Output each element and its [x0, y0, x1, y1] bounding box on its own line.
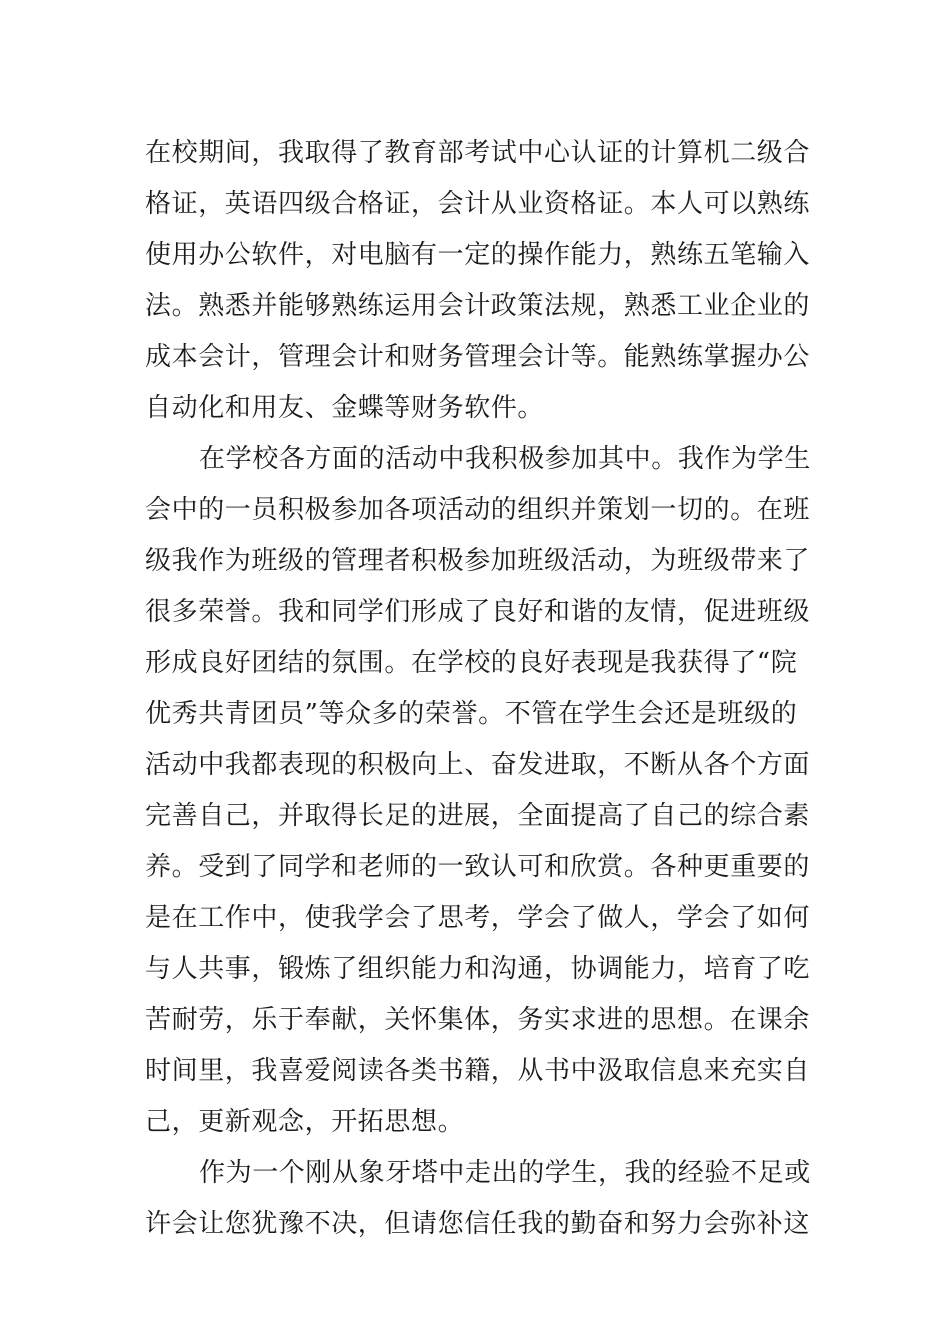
- paragraph-activities: [145, 434, 810, 1148]
- text-line: 许会让您犹豫不决，但请您信任我的勤奋和努力会弥补这: [145, 1209, 811, 1239]
- text-line: 苦耐劳，乐于奉献，关怀集体，务实求进的思想。在课余: [145, 1005, 811, 1035]
- paragraph-closing: [145, 1148, 810, 1250]
- text-line: 作为一个刚从象牙塔中走出的学生，我的经验不足或: [199, 1158, 811, 1188]
- text-line: 活动中我都表现的积极向上、奋发进取，不断从各个方面: [145, 750, 811, 780]
- text-line: 很多荣誉。我和同学们形成了良好和谐的友情，促进班级: [145, 597, 811, 627]
- text-line: 在校期间，我取得了教育部考试中心认证的计算机二级合: [145, 138, 811, 168]
- text-line: 会中的一员积极参加各项活动的组织并策划一切的。在班: [145, 495, 811, 525]
- text-line: 己，更新观念，开拓思想。: [145, 1107, 465, 1137]
- text-line: 在学校各方面的活动中我积极参加其中。我作为学生: [199, 444, 811, 474]
- text-line: 优秀共青团员”等众多的荣誉。不管在学生会还是班级的: [145, 699, 798, 729]
- text-line: 完善自己，并取得长足的进展，全面提高了自己的综合素: [145, 801, 811, 831]
- text-line: 与人共事，锻炼了组织能力和沟通，协调能力，培育了吃: [145, 954, 811, 984]
- text-line: 时间里，我喜爱阅读各类书籍，从书中汲取信息来充实自: [145, 1056, 811, 1086]
- text-line: 形成良好团结的氛围。在学校的良好表现是我获得了“院: [145, 648, 798, 678]
- paragraph-skills: [145, 128, 810, 434]
- text-line: 成本会计，管理会计和财务管理会计等。能熟练掌握办公: [145, 342, 811, 372]
- text-line: 使用办公软件，对电脑有一定的操作能力，熟练五笔输入: [145, 240, 811, 270]
- text-line: 自动化和用友、金蝶等财务软件。: [145, 393, 545, 423]
- text-line: 是在工作中，使我学会了思考，学会了做人，学会了如何: [145, 903, 811, 933]
- text-line: 级我作为班级的管理者积极参加班级活动，为班级带来了: [145, 546, 811, 576]
- document-body: [145, 128, 810, 1250]
- text-line: 养。受到了同学和老师的一致认可和欣赏。各种更重要的: [145, 852, 811, 882]
- text-line: 法。熟悉并能够熟练运用会计政策法规，熟悉工业企业的: [145, 291, 811, 321]
- text-line: 格证，英语四级合格证，会计从业资格证。本人可以熟练: [145, 189, 811, 219]
